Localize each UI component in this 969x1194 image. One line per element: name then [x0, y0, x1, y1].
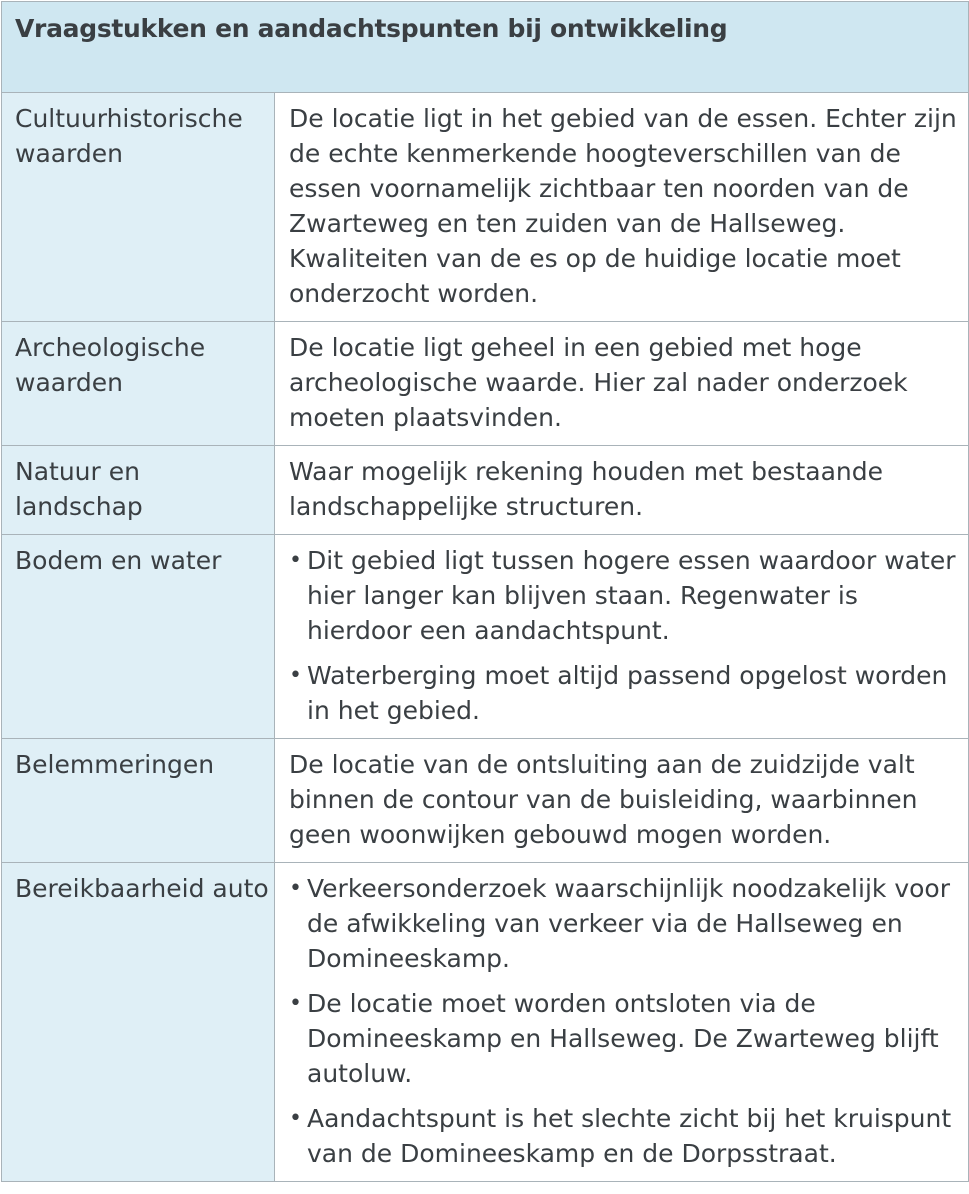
row-label: Natuur en landschap [2, 446, 275, 534]
bullet-text: Aandachtspunt is het slechte zicht bij het kruispunt van de Domineeskamp en de Dorpsstraat. [307, 1104, 952, 1168]
bullet-icon: • [289, 663, 302, 688]
row-label: Archeologische waarden [2, 322, 275, 445]
row-label: Cultuurhistorische waarden [2, 93, 275, 321]
row-bullets [275, 863, 968, 1181]
bullet-item [289, 871, 960, 976]
bullet-icon: • [289, 548, 302, 573]
table-row [2, 863, 968, 1181]
row-text: De locatie ligt geheel in een gebied met hoge archeologische waarde. Hier zal nader onderzoek moeten plaatsvinden. [289, 333, 908, 432]
bullet-text: Waterberging moet altijd passend opgelost worden in het gebied. [307, 661, 948, 725]
row-label: Bereikbaarheid auto [2, 863, 275, 1181]
row-bullets [275, 535, 968, 738]
row-text: De locatie ligt in het gebied van de essen. Echter zijn de echte kenmerkende hoogteverschillen van de essen voornamelijk zichtbaar ten noorden van de Zwarteweg en ten zuiden van de Hallseweg. Kwaliteiten van de es op de huidige locatie moet onderzocht worden. [289, 104, 957, 308]
table-header [2, 2, 968, 93]
table-row [2, 535, 968, 739]
table-row [2, 93, 968, 322]
table-row [2, 739, 968, 863]
bullet-item [289, 543, 960, 648]
row-label: Belemmeringen [2, 739, 275, 862]
issues-table [1, 1, 969, 1182]
bullet-text: De locatie moet worden ontsloten via de Domineeskamp en Hallseweg. De Zwarteweg blijft autoluw. [307, 989, 939, 1088]
bullet-icon: • [289, 876, 302, 901]
bullet-item [289, 986, 960, 1091]
table-title: Vraagstukken en aandachtspunten bij ontwikkeling [15, 14, 728, 43]
row-text: De locatie van de ontsluiting aan de zuidzijde valt binnen de contour van de buisleiding, waarbinnen geen woonwijken gebouwd mogen worden. [289, 750, 918, 849]
bullet-icon: • [289, 1106, 302, 1131]
table-row [2, 322, 968, 446]
bullet-item [289, 1101, 960, 1171]
row-label: Bodem en water [2, 535, 275, 738]
bullet-text: Dit gebied ligt tussen hogere essen waardoor water hier langer kan blijven staan. Regenwater is hierdoor een aandachtspunt. [307, 546, 956, 645]
table-row [2, 446, 968, 535]
bullet-text: Verkeersonderzoek waarschijnlijk noodzakelijk voor de afwikkeling van verkeer via de Hallseweg en Domineeskamp. [307, 874, 950, 973]
row-text: Waar mogelijk rekening houden met bestaande landschappelijke structuren. [289, 457, 883, 521]
bullet-item [289, 658, 960, 728]
bullet-icon: • [289, 991, 302, 1016]
